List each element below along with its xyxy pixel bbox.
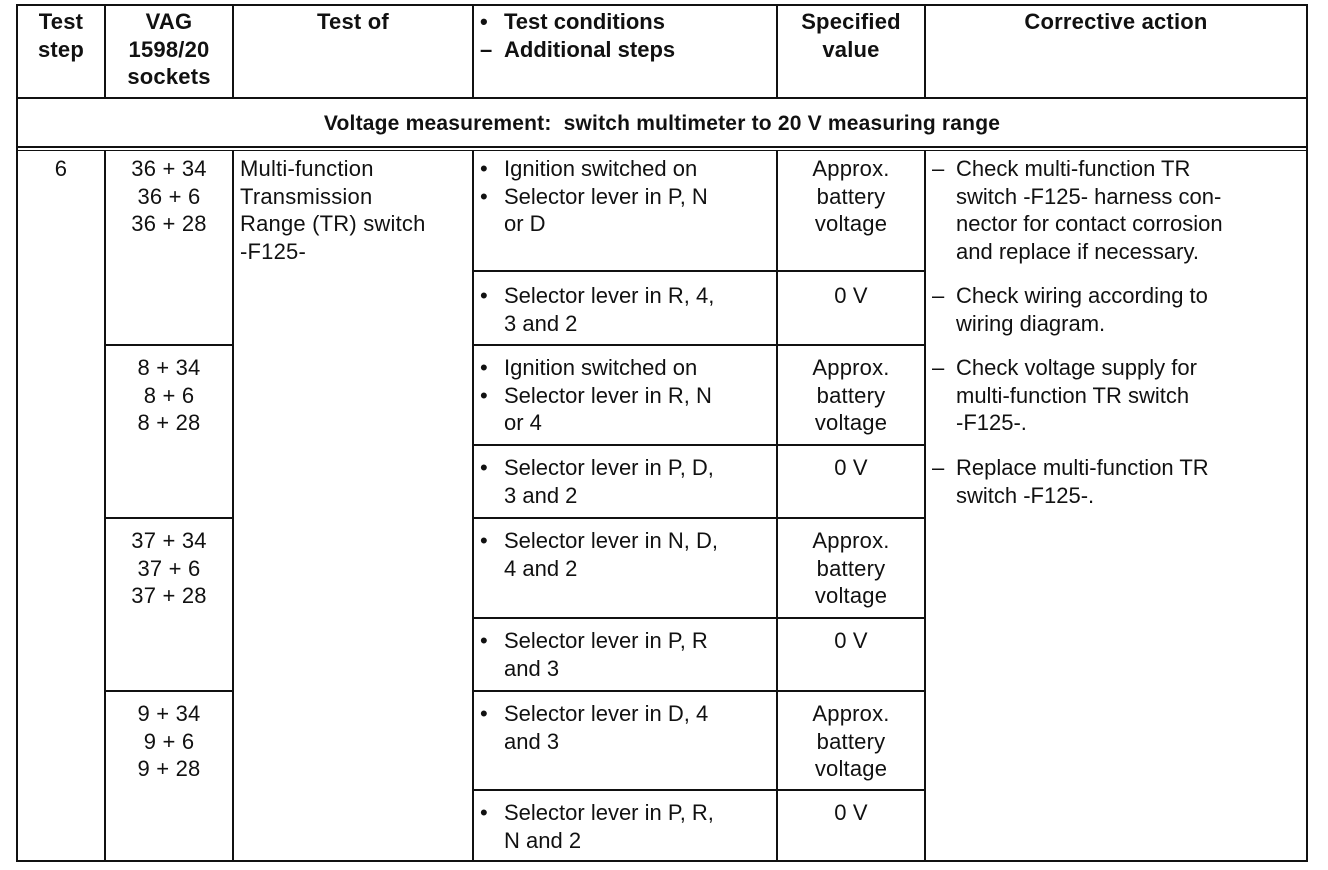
specified-value: Approx. battery voltage [812, 156, 890, 236]
condition-list [476, 155, 776, 238]
group-rule-1 [104, 344, 234, 346]
test-of-description: Multi-function Transmission Range (TR) switch -F125- [240, 156, 426, 264]
corrective-list [928, 282, 1306, 337]
header-test-step: Test step [37, 9, 85, 62]
table-border-top [16, 4, 1308, 6]
condition-item: • Selector lever in D, 4 and 3 [476, 700, 776, 755]
section-bottom-rule [16, 146, 1308, 148]
condition-list [476, 527, 776, 582]
condition-item: • Selector lever in R, 4, 3 and 2 [476, 282, 776, 337]
row-rule-3 [472, 444, 926, 446]
specified-value: Approx. battery voltage [812, 701, 890, 781]
header-conditions-item: • Test conditions [480, 9, 665, 34]
col-rule-5 [924, 150, 926, 862]
header-specified-value: Specified value [801, 9, 901, 62]
condition-item: • Selector lever in P, N or D [476, 183, 776, 238]
section-title: Voltage measurement: switch multimeter to 20 V measuring range [323, 112, 1001, 135]
specified-value: 0 V [834, 800, 868, 825]
row-rule-5 [472, 617, 926, 619]
socket-group: 37 + 34 37 + 6 37 + 28 [131, 528, 207, 608]
specified-value: 0 V [834, 283, 868, 308]
corrective-list [928, 454, 1306, 509]
specified-value: Approx. battery voltage [812, 528, 890, 608]
row-rule-7 [472, 789, 926, 791]
condition-item: • Selector lever in P, R, N and 2 [476, 799, 776, 854]
header-steps-item: – Additional steps [480, 36, 676, 62]
corrective-item: – Replace multi-function TR switch -F125-. [928, 454, 1306, 509]
col-rule-3-header [472, 4, 474, 98]
diagnostic-table [16, 4, 1308, 862]
condition-item: • Selector lever in R, N or 4 [476, 382, 776, 437]
specified-value: 0 V [834, 455, 868, 480]
condition-list [476, 799, 776, 854]
condition-list [476, 627, 776, 682]
condition-list [476, 454, 776, 509]
table-border-bottom [16, 860, 1308, 862]
corrective-item: – Check multi-function TR switch -F125- harness con- nector for contact corrosion and replace if necessary. [928, 155, 1306, 265]
row-rule-1 [472, 270, 926, 272]
condition-list [476, 354, 776, 437]
corrective-list [928, 155, 1306, 265]
row-rule-4 [472, 517, 926, 519]
table-border-right [1306, 4, 1308, 862]
socket-group: 9 + 34 9 + 6 9 + 28 [137, 701, 201, 781]
corrective-list [928, 354, 1306, 437]
condition-list [476, 700, 776, 755]
corrective-item: – Check wiring according to wiring diagram. [928, 282, 1306, 337]
header-bottom-rule [16, 97, 1308, 99]
socket-group: 8 + 34 8 + 6 8 + 28 [137, 355, 201, 435]
header-conditions [478, 8, 774, 63]
header-corrective-action: Corrective action [1024, 9, 1208, 34]
col-rule-3 [472, 150, 474, 862]
condition-item: • Ignition switched on [476, 354, 776, 382]
specified-value: 0 V [834, 628, 868, 653]
section-bottom-rule-2 [16, 150, 1308, 151]
specified-value: Approx. battery voltage [812, 355, 890, 435]
condition-item: • Selector lever in N, D, 4 and 2 [476, 527, 776, 582]
condition-list [476, 282, 776, 337]
socket-group: 36 + 34 36 + 6 36 + 28 [131, 156, 207, 236]
header-sockets: VAG 1598/20 sockets [127, 9, 211, 89]
condition-item: • Ignition switched on [476, 155, 776, 183]
row-rule-6 [472, 690, 926, 692]
header-test-of: Test of [317, 9, 389, 34]
condition-item: • Selector lever in P, D, 3 and 2 [476, 454, 776, 509]
row-rule-2 [472, 344, 926, 346]
condition-item: • Selector lever in P, R and 3 [476, 627, 776, 682]
col-rule-2 [232, 150, 234, 862]
group-rule-3 [104, 690, 234, 692]
test-step-number: 6 [54, 156, 68, 181]
group-rule-2 [104, 517, 234, 519]
corrective-item: – Check voltage supply for multi-function TR switch -F125-. [928, 354, 1306, 437]
